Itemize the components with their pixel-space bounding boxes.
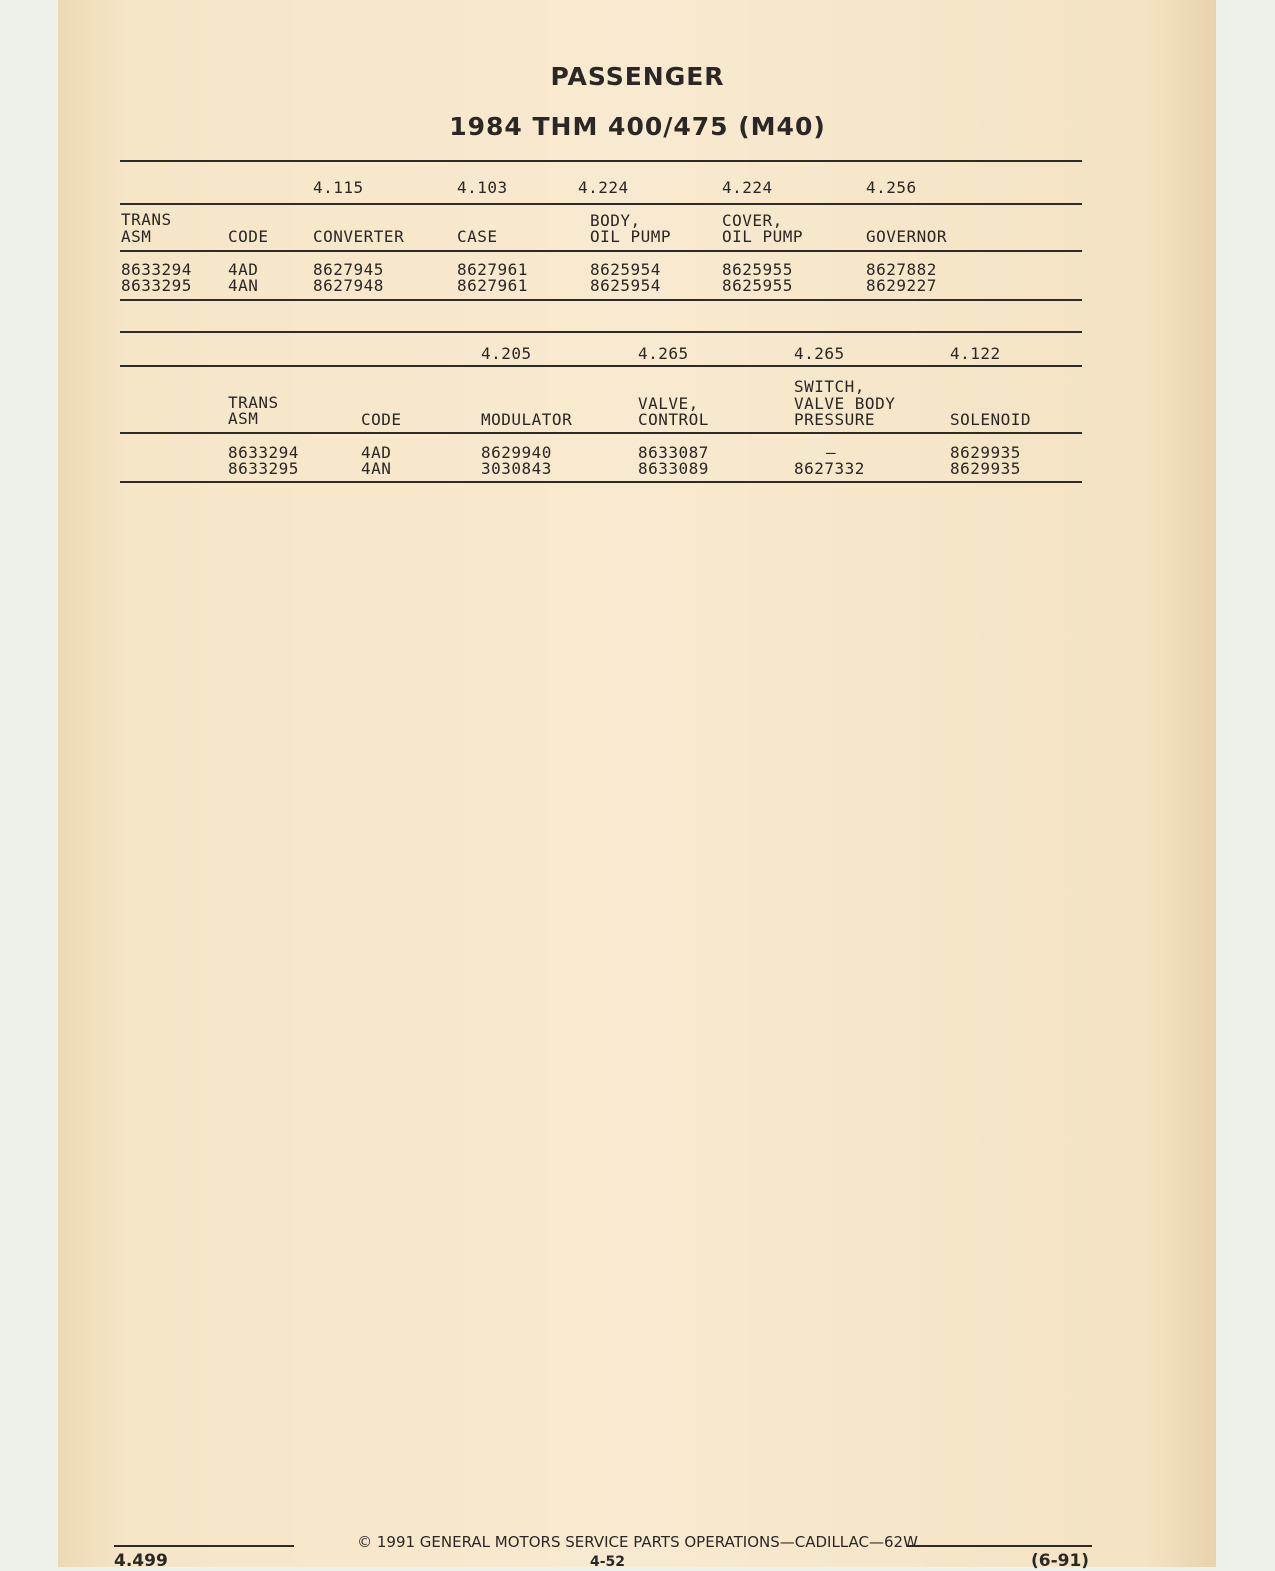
- header-trans-asm-line1: TRANS: [121, 210, 172, 229]
- table-1-ref-rule: [120, 203, 1082, 205]
- table-row-1-switch: –: [826, 443, 837, 462]
- table-row-2-trans-asm: 8633295: [121, 276, 192, 295]
- header-body-oil-pump-line2: OIL PUMP: [590, 227, 672, 246]
- header-trans-asm-line1: TRANS: [228, 393, 279, 412]
- table-row-1-solenoid: 8629935: [950, 443, 1021, 462]
- header-switch-line1: SWITCH,: [794, 377, 865, 396]
- ref-modulator: 4.205: [481, 344, 532, 363]
- header-trans-asm-line2: ASM: [121, 227, 152, 246]
- ref-cover-oil-pump: 4.224: [722, 178, 773, 197]
- table-row-1-modulator: 8629940: [481, 443, 552, 462]
- table-row-2-converter: 8627948: [313, 276, 384, 295]
- table-row-2-cover-oil-pump: 8625955: [722, 276, 793, 295]
- table-row-1-trans-asm: 8633294: [228, 443, 299, 462]
- header-trans-asm-line2: ASM: [228, 409, 259, 428]
- ref-converter: 4.115: [313, 178, 364, 197]
- header-code: CODE: [361, 410, 402, 429]
- footer-page-number: 4-52: [589, 1554, 626, 1570]
- header-modulator: MODULATOR: [481, 410, 573, 429]
- header-solenoid: SOLENOID: [950, 410, 1032, 429]
- table-2-ref-rule: [120, 365, 1082, 367]
- table-1-top-rule: [120, 160, 1082, 162]
- table-row-1-converter: 8627945: [313, 260, 384, 279]
- table-2-top-rule: [120, 331, 1082, 333]
- table-row-1-governor: 8627882: [866, 260, 937, 279]
- footer-copyright: © 1991 GENERAL MOTORS SERVICE PARTS OPERATIONS—CADILLAC—62W: [357, 1533, 918, 1551]
- table-row-1-code: 4AD: [228, 260, 259, 279]
- header-body-oil-pump-line1: BODY,: [590, 211, 641, 230]
- table-row-2-modulator: 3030843: [481, 459, 552, 478]
- header-valve-control-line2: CONTROL: [638, 410, 709, 429]
- ref-solenoid: 4.122: [950, 344, 1001, 363]
- table-row-2-body-oil-pump: 8625954: [590, 276, 661, 295]
- table-row-2-code: 4AN: [228, 276, 259, 295]
- table-row-1-valve-control: 8633087: [638, 443, 709, 462]
- header-code: CODE: [228, 227, 269, 246]
- table-row-1-code: 4AD: [361, 443, 392, 462]
- header-governor: GOVERNOR: [866, 227, 948, 246]
- table-row-2-code: 4AN: [361, 459, 392, 478]
- header-case: CASE: [457, 227, 498, 246]
- ref-case: 4.103: [457, 178, 508, 197]
- table-row-2-switch: 8627332: [794, 459, 865, 478]
- header-converter: CONVERTER: [313, 227, 405, 246]
- page-subtitle: 1984 THM 400/475 (M40): [449, 112, 826, 141]
- table-row-1-cover-oil-pump: 8625955: [722, 260, 793, 279]
- header-cover-oil-pump-line2: OIL PUMP: [722, 227, 804, 246]
- header-switch-line2: VALVE BODY: [794, 394, 896, 413]
- ref-governor: 4.256: [866, 178, 917, 197]
- header-switch-line3: PRESSURE: [794, 410, 876, 429]
- footer-date-code: (6-91): [1031, 1551, 1090, 1571]
- table-row-1-case: 8627961: [457, 260, 528, 279]
- page-title: PASSENGER: [550, 62, 725, 91]
- ref-valve-control: 4.265: [638, 344, 689, 363]
- table-row-2-valve-control: 8633089: [638, 459, 709, 478]
- table-row-2-case: 8627961: [457, 276, 528, 295]
- table-1-bottom-rule: [120, 299, 1082, 301]
- ref-switch: 4.265: [794, 344, 845, 363]
- table-row-2-solenoid: 8629935: [950, 459, 1021, 478]
- header-cover-oil-pump-line1: COVER,: [722, 211, 783, 230]
- table-row-2-trans-asm: 8633295: [228, 459, 299, 478]
- table-2-header-rule: [120, 432, 1082, 434]
- table-1-header-rule: [120, 250, 1082, 252]
- table-row-1-trans-asm: 8633294: [121, 260, 192, 279]
- ref-body-oil-pump: 4.224: [578, 178, 629, 197]
- table-row-1-body-oil-pump: 8625954: [590, 260, 661, 279]
- header-valve-control-line1: VALVE,: [638, 394, 699, 413]
- table-row-2-governor: 8629227: [866, 276, 937, 295]
- footer-left-number: 4.499: [114, 1551, 168, 1571]
- table-2-bottom-rule: [120, 481, 1082, 483]
